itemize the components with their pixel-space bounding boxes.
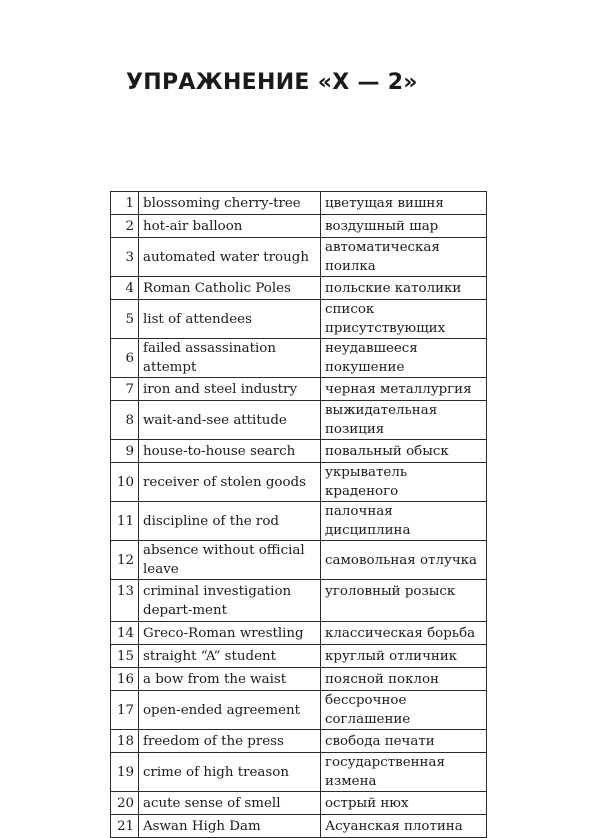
russian-translation: бессрочное соглашение — [321, 691, 487, 730]
table-row — [111, 192, 487, 215]
english-term: Roman Catholic Poles — [139, 277, 321, 300]
row-number: 17 — [111, 691, 139, 730]
table-row — [111, 645, 487, 668]
table-row — [111, 541, 487, 580]
row-number: 15 — [111, 645, 139, 668]
english-term: Aswan High Dam — [139, 815, 321, 838]
russian-translation: поясной поклон — [321, 668, 487, 691]
english-term: automated water trough — [139, 238, 321, 277]
row-number: 6 — [111, 339, 139, 378]
english-term: criminal investigation depart-ment — [139, 580, 321, 622]
russian-translation: Асуанская плотина — [321, 815, 487, 838]
english-term: blossoming cherry-tree — [139, 192, 321, 215]
row-number: 8 — [111, 401, 139, 440]
russian-translation: автоматическая поилка — [321, 238, 487, 277]
row-number: 21 — [111, 815, 139, 838]
vocabulary-table-body — [111, 192, 487, 838]
table-row — [111, 277, 487, 300]
russian-translation: государственная измена — [321, 753, 487, 792]
english-term: hot-air balloon — [139, 215, 321, 238]
row-number: 1 — [111, 192, 139, 215]
english-term: freedom of the press — [139, 730, 321, 753]
table-row — [111, 730, 487, 753]
row-number: 7 — [111, 378, 139, 401]
table-row — [111, 668, 487, 691]
vocabulary-table — [110, 191, 487, 838]
table-row — [111, 339, 487, 378]
row-number: 14 — [111, 622, 139, 645]
english-term: a bow from the waist — [139, 668, 321, 691]
russian-translation: самовольная отлучка — [321, 541, 487, 580]
english-term: absence without official leave — [139, 541, 321, 580]
row-number: 13 — [111, 580, 139, 622]
russian-translation: повальный обыск — [321, 440, 487, 463]
english-term: acute sense of smell — [139, 792, 321, 815]
russian-translation: укрыватель краденого — [321, 463, 487, 502]
table-row — [111, 401, 487, 440]
english-term: list of attendees — [139, 300, 321, 339]
english-term: Greco-Roman wrestling — [139, 622, 321, 645]
row-number: 12 — [111, 541, 139, 580]
english-term: house-to-house search — [139, 440, 321, 463]
russian-translation: свобода печати — [321, 730, 487, 753]
table-row — [111, 753, 487, 792]
table-row — [111, 215, 487, 238]
english-term: discipline of the rod — [139, 502, 321, 541]
english-term: failed assassination attempt — [139, 339, 321, 378]
row-number: 20 — [111, 792, 139, 815]
table-row — [111, 440, 487, 463]
english-term: open-ended agreement — [139, 691, 321, 730]
russian-translation: круглый отличник — [321, 645, 487, 668]
table-row — [111, 792, 487, 815]
english-term: straight “A” student — [139, 645, 321, 668]
russian-translation: список присутствующих — [321, 300, 487, 339]
row-number: 9 — [111, 440, 139, 463]
table-row — [111, 300, 487, 339]
table-row — [111, 463, 487, 502]
row-number: 2 — [111, 215, 139, 238]
russian-translation: классическая борьба — [321, 622, 487, 645]
row-number: 3 — [111, 238, 139, 277]
table-row — [111, 378, 487, 401]
row-number: 16 — [111, 668, 139, 691]
table-row — [111, 238, 487, 277]
row-number: 19 — [111, 753, 139, 792]
table-row — [111, 622, 487, 645]
russian-translation: уголовный розыск — [321, 580, 487, 622]
table-row — [111, 815, 487, 838]
exercise-heading: УПРАЖНЕНИЕ «X — 2» — [126, 70, 418, 95]
english-term: crime of high treason — [139, 753, 321, 792]
row-number: 10 — [111, 463, 139, 502]
table-row — [111, 691, 487, 730]
russian-translation: цветущая вишня — [321, 192, 487, 215]
russian-translation: польские католики — [321, 277, 487, 300]
russian-translation: неудавшееся покушение — [321, 339, 487, 378]
table-row — [111, 502, 487, 541]
russian-translation: воздушный шар — [321, 215, 487, 238]
english-term: wait-and-see attitude — [139, 401, 321, 440]
row-number: 5 — [111, 300, 139, 339]
english-term: iron and steel industry — [139, 378, 321, 401]
russian-translation: выжидательная позиция — [321, 401, 487, 440]
russian-translation: острый нюх — [321, 792, 487, 815]
russian-translation: черная металлургия — [321, 378, 487, 401]
table-row — [111, 580, 487, 622]
row-number: 18 — [111, 730, 139, 753]
english-term: receiver of stolen goods — [139, 463, 321, 502]
row-number: 4 — [111, 277, 139, 300]
row-number: 11 — [111, 502, 139, 541]
russian-translation: палочная дисциплина — [321, 502, 487, 541]
